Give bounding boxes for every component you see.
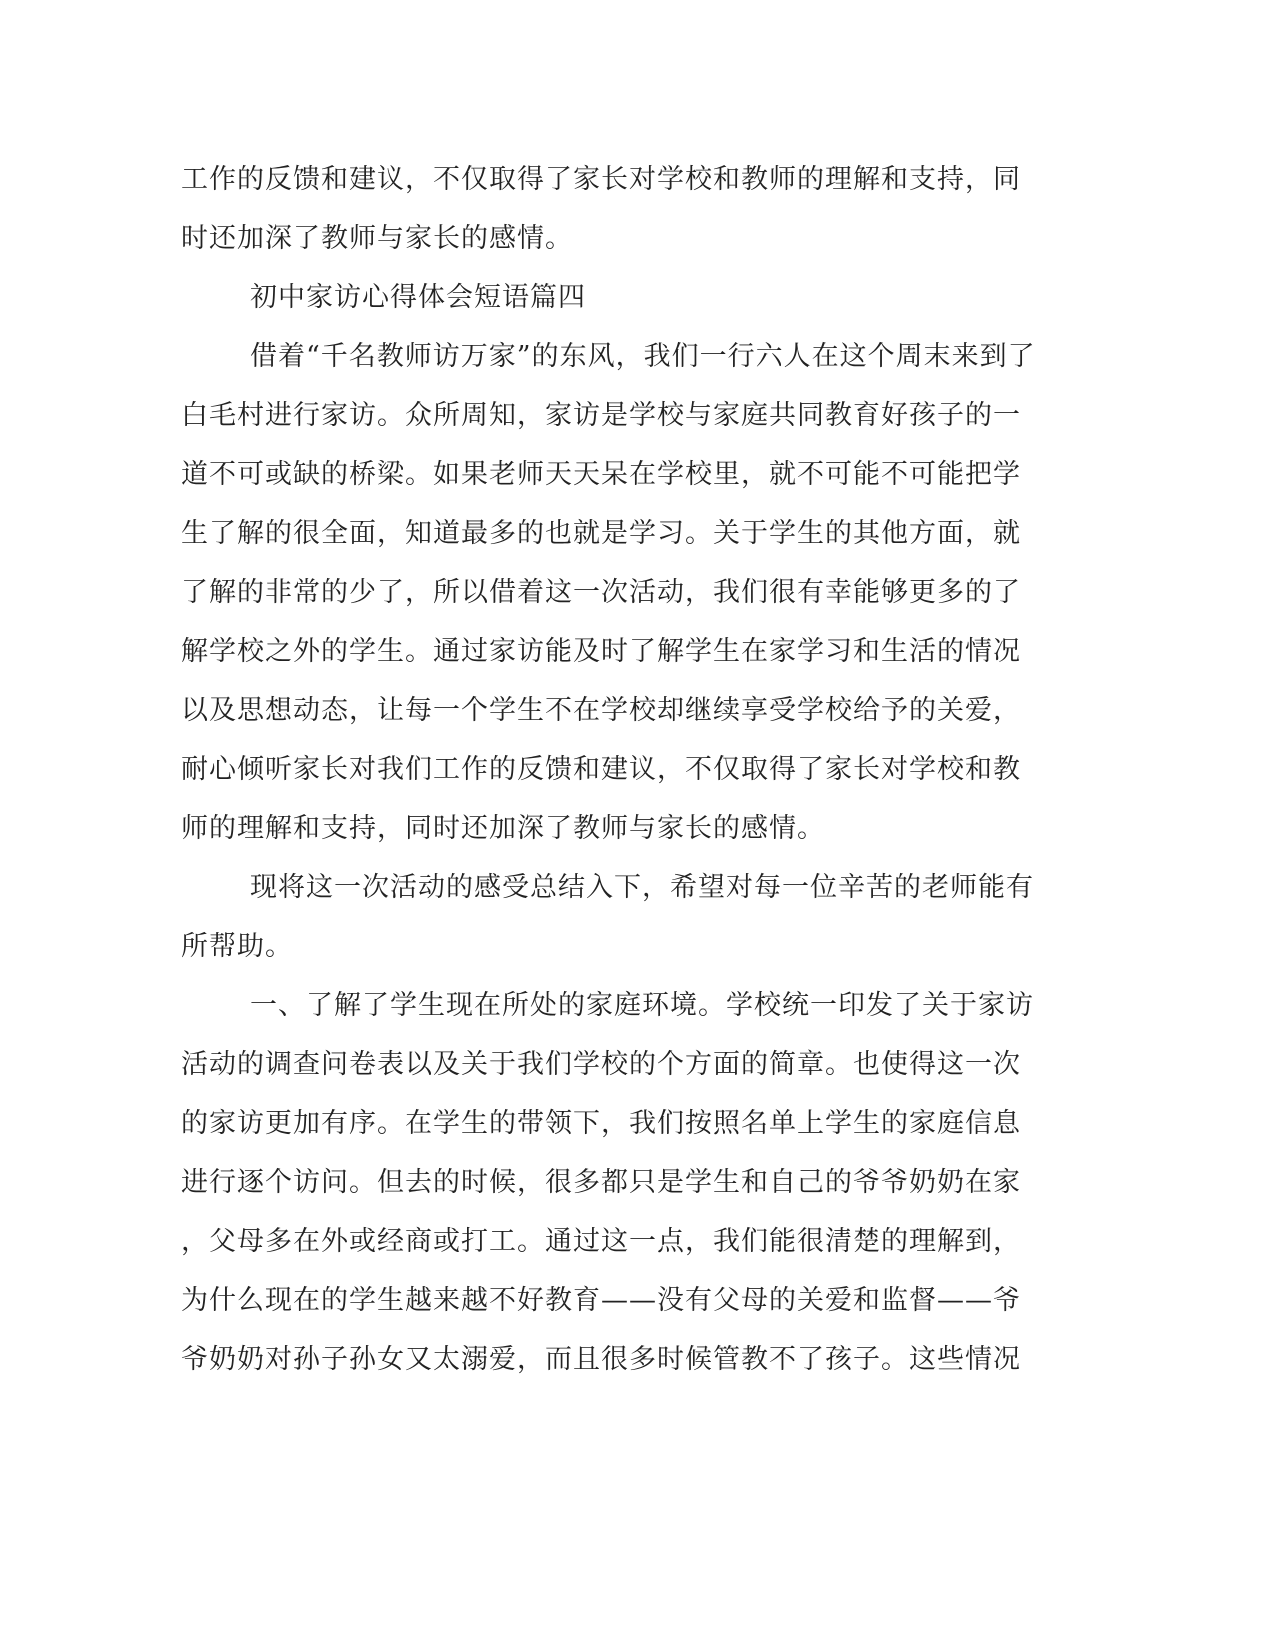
text-line: 工作的反馈和建议，不仅取得了家长对学校和教师的理解和支持，同 (181, 164, 1021, 195)
text-line: 师的理解和支持，同时还加深了教师与家长的感情。 (181, 813, 825, 844)
text-line: 进行逐个访问。但去的时候，很多都只是学生和自己的爷爷奶奶在家 (181, 1167, 1021, 1198)
text-line: 解学校之外的学生。通过家访能及时了解学生在家学习和生活的情况 (181, 636, 1021, 667)
text-line: 白毛村进行家访。众所周知，家访是学校与家庭共同教育好孩子的一 (181, 400, 1021, 431)
text-line: 爷奶奶对孙子孙女又太溺爱，而且很多时候管教不了孩子。这些情况 (181, 1344, 1021, 1375)
text-line: 现将这一次活动的感受总结入下，希望对每一位辛苦的老师能有 (250, 872, 1034, 903)
text-line: 以及思想动态，让每一个学生不在学校却继续享受学校给予的关爱， (181, 695, 1021, 726)
text-line: 所帮助。 (181, 931, 293, 962)
section-heading: 初中家访心得体会短语篇四 (250, 282, 586, 313)
text-line: 活动的调查问卷表以及关于我们学校的个方面的简章。也使得这一次 (181, 1049, 1021, 1080)
text-line: 的家访更加有序。在学生的带领下，我们按照名单上学生的家庭信息 (181, 1108, 1021, 1139)
text-line: 了解的非常的少了，所以借着这一次活动，我们很有幸能够更多的了 (181, 577, 1021, 608)
text-line: 道不可或缺的桥梁。如果老师天天呆在学校里，就不可能不可能把学 (181, 459, 1021, 490)
text-line: 耐心倾听家长对我们工作的反馈和建议，不仅取得了家长对学校和教 (181, 754, 1021, 785)
text-line: 一、了解了学生现在所处的家庭环境。学校统一印发了关于家访 (250, 990, 1034, 1021)
text-line: 生了解的很全面，知道最多的也就是学习。关于学生的其他方面，就 (181, 518, 1021, 549)
text-line: 时还加深了教师与家长的感情。 (181, 223, 573, 254)
text-line: ，父母多在外或经商或打工。通过这一点，我们能很清楚的理解到， (181, 1226, 1021, 1257)
text-line: 借着“千名教师访万家”的东风，我们一行六人在这个周末来到了 (250, 341, 1036, 372)
text-line: 为什么现在的学生越来越不好教育——没有父母的关爱和监督——爷 (181, 1285, 1021, 1316)
